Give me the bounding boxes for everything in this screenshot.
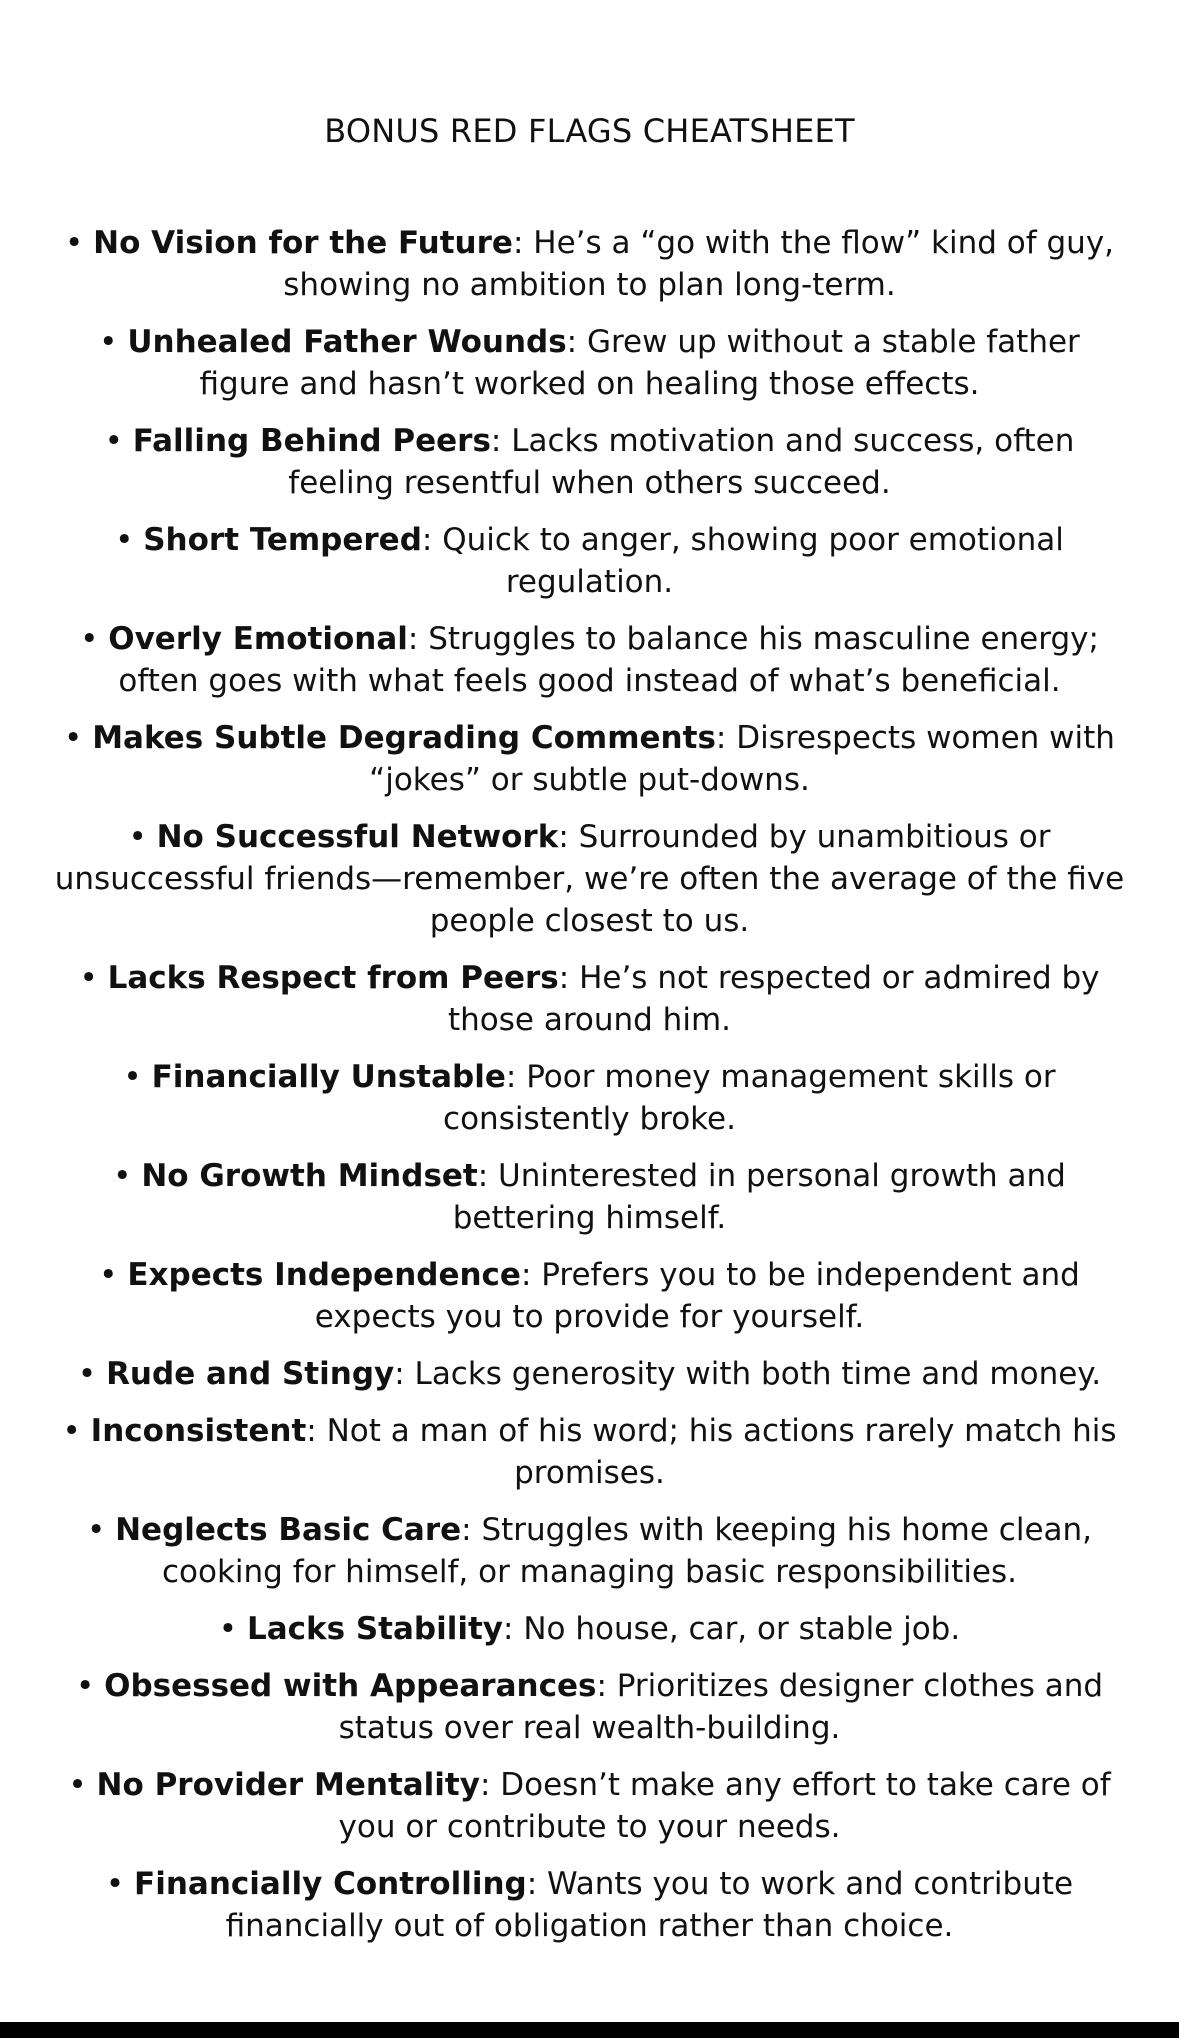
list-item xyxy=(50,1056,1129,1140)
list-item xyxy=(50,717,1129,801)
bullet-icon: • xyxy=(128,819,147,855)
bullet-icon: • xyxy=(64,225,84,261)
list-item xyxy=(50,1863,1129,1947)
flag-description: Poor money management skills or consistently broke. xyxy=(443,1059,1056,1137)
separator: : xyxy=(558,960,570,996)
flag-term: Falling Behind Peers xyxy=(132,423,491,459)
flag-description: No house, car, or stable job. xyxy=(513,1611,961,1647)
list-item xyxy=(50,519,1129,603)
bullet-icon: • xyxy=(115,522,134,558)
bottom-bar xyxy=(0,2022,1179,2038)
flag-description: Struggles to balance his masculine energy; often goes with what feels good instead of what’s beneficial. xyxy=(118,621,1099,699)
flag-description: Grew up without a stable father figure and hasn’t worked on healing those effects. xyxy=(199,324,1080,402)
list-item xyxy=(50,1509,1129,1593)
separator: : xyxy=(407,621,419,657)
bullet-icon: • xyxy=(77,1356,97,1392)
bullet-icon: • xyxy=(99,1257,118,1293)
flag-description: He’s a “go with the flow” kind of guy, showing no ambition to plan long-term. xyxy=(283,225,1115,303)
flag-term: Lacks Stability xyxy=(246,1611,504,1647)
flag-term: Expects Independence xyxy=(127,1257,521,1293)
flag-term: Neglects Basic Care xyxy=(115,1512,462,1548)
bullet-icon: • xyxy=(113,1158,132,1194)
flag-term: Short Tempered xyxy=(143,522,422,558)
flag-term: Financially Controlling xyxy=(134,1866,527,1902)
list-item xyxy=(50,1353,1129,1395)
separator: : xyxy=(479,1767,491,1803)
bullet-icon: • xyxy=(99,324,118,360)
flag-term: Inconsistent xyxy=(90,1413,307,1449)
flag-term: No Provider Mentality xyxy=(96,1767,480,1803)
flag-term: No Vision for the Future xyxy=(93,225,513,261)
bullet-icon: • xyxy=(105,1866,125,1902)
bullet-icon: • xyxy=(75,1668,95,1704)
flag-description: Doesn’t make any effort to take care of you or contribute to your needs. xyxy=(338,1767,1111,1845)
separator: : xyxy=(596,1668,607,1704)
separator: : xyxy=(520,1257,532,1293)
separator: : xyxy=(715,720,727,756)
bullet-icon: • xyxy=(104,423,123,459)
bullet-icon: • xyxy=(68,1767,87,1803)
flag-term: No Successful Network xyxy=(156,819,559,855)
separator: : xyxy=(526,1866,538,1902)
separator: : xyxy=(566,324,578,360)
bullet-icon: • xyxy=(62,1413,81,1449)
list-item xyxy=(50,222,1129,306)
flag-term: Overly Emotional xyxy=(108,621,408,657)
separator: : xyxy=(306,1413,317,1449)
flag-term: Unhealed Father Wounds xyxy=(127,324,567,360)
flag-description: Quick to anger, showing poor emotional regulation. xyxy=(432,522,1064,600)
separator: : xyxy=(490,423,502,459)
separator: : xyxy=(477,1158,489,1194)
red-flags-list xyxy=(50,222,1129,1962)
flag-description: Lacks motivation and success, often feeling resentful when others succeed. xyxy=(288,423,1075,501)
bullet-icon: • xyxy=(218,1611,238,1647)
list-item xyxy=(50,957,1129,1041)
flag-description: Disrespects women with “jokes” or subtle put-downs. xyxy=(369,720,1115,798)
list-item xyxy=(50,1254,1129,1338)
list-item xyxy=(50,618,1129,702)
separator: : xyxy=(394,1356,405,1392)
flag-term: Obsessed with Appearances xyxy=(104,1668,597,1704)
list-item xyxy=(50,816,1129,942)
flag-term: No Growth Mindset xyxy=(141,1158,478,1194)
flag-description: Struggles with keeping his home clean, cooking for himself, or managing basic responsibilities. xyxy=(161,1512,1093,1590)
separator: : xyxy=(505,1059,517,1095)
list-item xyxy=(50,1155,1129,1239)
separator: : xyxy=(503,1611,514,1647)
flag-description: Not a man of his word; his actions rarely match his promises. xyxy=(316,1413,1117,1491)
bullet-icon: • xyxy=(123,1059,142,1095)
separator: : xyxy=(421,522,433,558)
bullet-icon: • xyxy=(64,720,83,756)
list-item xyxy=(50,1665,1129,1749)
separator: : xyxy=(512,225,524,261)
flag-description: Surrounded by unambitious or unsuccessful friends—remember, we’re often the average of the five people closest to us. xyxy=(54,819,1125,939)
list-item xyxy=(50,1608,1129,1650)
list-item xyxy=(50,321,1129,405)
flag-description: Lacks generosity with both time and money. xyxy=(404,1356,1102,1392)
flag-description: Prioritizes designer clothes and status over real wealth-building. xyxy=(338,1668,1104,1746)
flag-description: Uninterested in personal growth and bettering himself. xyxy=(452,1158,1066,1236)
page-title: BONUS RED FLAGS CHEATSHEET xyxy=(324,112,855,150)
flag-term: Financially Unstable xyxy=(151,1059,506,1095)
flag-description: He’s not respected or admired by those around him. xyxy=(447,960,1100,1038)
separator: : xyxy=(461,1512,472,1548)
bullet-icon: • xyxy=(86,1512,106,1548)
flag-term: Rude and Stingy xyxy=(106,1356,395,1392)
list-item xyxy=(50,1764,1129,1848)
flag-term: Makes Subtle Degrading Comments xyxy=(92,720,716,756)
list-item xyxy=(50,420,1129,504)
flag-term: Lacks Respect from Peers xyxy=(107,960,559,996)
flag-description: Prefers you to be independent and expects you to provide for yourself. xyxy=(314,1257,1080,1335)
list-item xyxy=(50,1410,1129,1494)
bullet-icon: • xyxy=(79,960,98,996)
flag-description: Wants you to work and contribute financially out of obligation rather than choice. xyxy=(225,1866,1074,1944)
bullet-icon: • xyxy=(80,621,99,657)
separator: : xyxy=(558,819,569,855)
